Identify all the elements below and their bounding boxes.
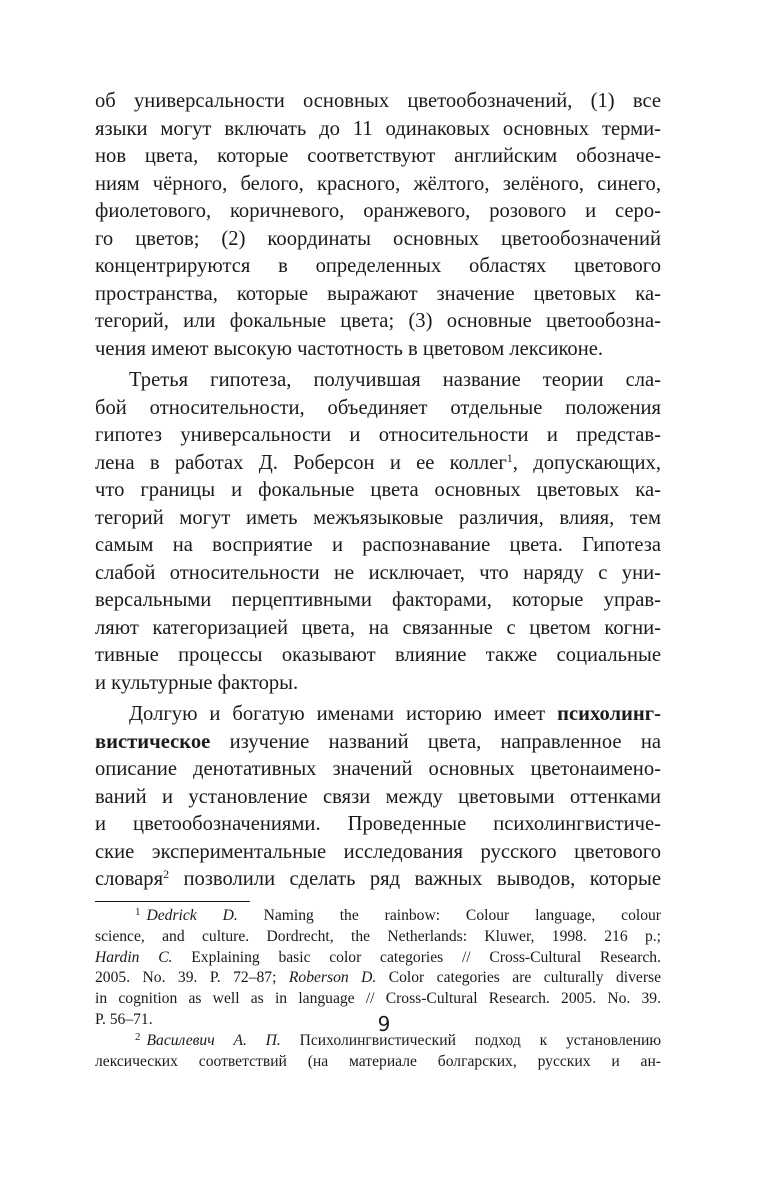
text-segment: Explaining basic color categories // Cross-Cultural Research.	[172, 948, 662, 966]
main-text	[95, 88, 661, 898]
page-number: 9	[377, 1012, 391, 1036]
text-line: что границы и фокальные цвета основных цветовых ка-	[95, 479, 661, 501]
text-line: и культурные факторы.	[95, 671, 299, 694]
text-segment: изучение названий цвета, направленное на	[210, 730, 661, 753]
paragraph-2	[95, 367, 661, 697]
text-line	[95, 729, 661, 757]
paragraph-3	[95, 701, 661, 894]
text-segment: Naming the rainbow: Colour language, colour	[237, 907, 661, 924]
text-line: версальными перцептивными факторами, которые управ-	[95, 589, 661, 611]
footnote-ref-2[interactable]: 2	[163, 867, 170, 881]
text-line: ваний и установление связи между цветовыми оттенками	[95, 785, 661, 808]
footnote-line: лексических соответствий (на материале болгарских, русских и ан-	[95, 1052, 661, 1070]
text-line: тегорий могут иметь межъязыковые различия, влияя, тем	[95, 506, 661, 529]
text-line: тивные процессы оказывают влияние также социальные	[95, 644, 661, 666]
text-segment: Долгую и богатую именами историю имеет	[129, 703, 558, 725]
text-segment: Психолингвистический подход к установлению	[280, 1031, 661, 1049]
footnote-line: in cognition as well as in language // Cross-Cultural Research. 2005. No. 39.	[95, 990, 661, 1008]
text-line: ские экспериментальные исследования русского цветового	[95, 840, 661, 863]
text-segment: лена в работах Д. Роберсон и ее коллег	[95, 451, 507, 474]
text-line: ляют категоризацией цвета, на связанные с цветом когни-	[95, 616, 661, 639]
text-line: ниям чёрного, белого, красного, жёлтого, зелёного, синего,	[95, 172, 661, 195]
author-name: Dedrick D.	[146, 907, 238, 924]
text-line	[95, 701, 661, 729]
footnote-line	[95, 968, 661, 989]
text-segment: словаря	[95, 868, 164, 890]
text-line: чения имеют высокую частотность в цветовом лексиконе.	[95, 337, 604, 360]
text-line: пространства, которые выражают значение цветовых ка-	[95, 282, 661, 305]
text-line: Третья гипотеза, получившая название теории сла-	[129, 369, 661, 391]
text-line: об универсальности основных цветообозначений, (1) все	[95, 90, 661, 112]
text-line: и цветообозначениями. Проведенные психолингвистиче-	[95, 813, 661, 835]
footnote-mark: 2	[135, 1030, 141, 1043]
footnote-line	[95, 906, 661, 927]
text-line	[95, 450, 661, 478]
author-name: Василевич А. П.	[146, 1031, 281, 1049]
footnote-2	[95, 1031, 661, 1073]
text-line: концентрируются в определенных областях цветового	[95, 255, 661, 277]
text-segment: 2005. No. 39. P. 72–87;	[95, 969, 289, 987]
text-line: го цветов; (2) координаты основных цветообозначений	[95, 227, 661, 250]
footnote-line	[95, 948, 661, 969]
footnote-mark: 1	[135, 906, 141, 918]
text-line: гипотез универсальности и относительности и представ-	[95, 424, 661, 446]
text-segment: позволили сделать ряд важных выводов, которые	[169, 868, 661, 890]
text-line: нов цвета, которые соответствуют английским обозначе-	[95, 145, 661, 167]
author-name: Roberson D.	[288, 969, 377, 987]
text-segment: , допускающих,	[512, 451, 661, 474]
footnote-ref-1[interactable]: 1	[506, 450, 513, 465]
footnotes	[95, 906, 661, 1072]
text-line: слабой относительности не исключает, что наряду с уни-	[95, 561, 661, 584]
footnote-divider	[95, 901, 250, 902]
text-line: бой относительности, объединяет отдельные положения	[95, 396, 661, 419]
text-line: самым на восприятие и распознавание цвета. Гипотеза	[95, 534, 661, 556]
text-line: описание денотативных значений основных цветонаимено-	[95, 758, 661, 780]
text-line: языки могут включать до 11 одинаковых основных терми-	[95, 117, 661, 140]
bold-term: психолинг-	[557, 703, 661, 725]
text-line	[95, 866, 661, 894]
text-line: фиолетового, коричневого, оранжевого, розового и серо-	[95, 200, 661, 222]
text-segment: Color categories are culturally diverse	[376, 969, 661, 987]
bold-term: вистическое	[95, 730, 211, 753]
paragraph-1	[95, 88, 661, 363]
text-line: тегорий, или фокальные цвета; (3) основные цветообозна-	[95, 310, 661, 332]
footnote-line: P. 56–71.	[95, 1010, 153, 1028]
footnote-line: science, and culture. Dordrecht, the Netherlands: Kluwer, 1998. 216 p.;	[95, 927, 661, 945]
author-name: Hardin C.	[95, 948, 173, 966]
